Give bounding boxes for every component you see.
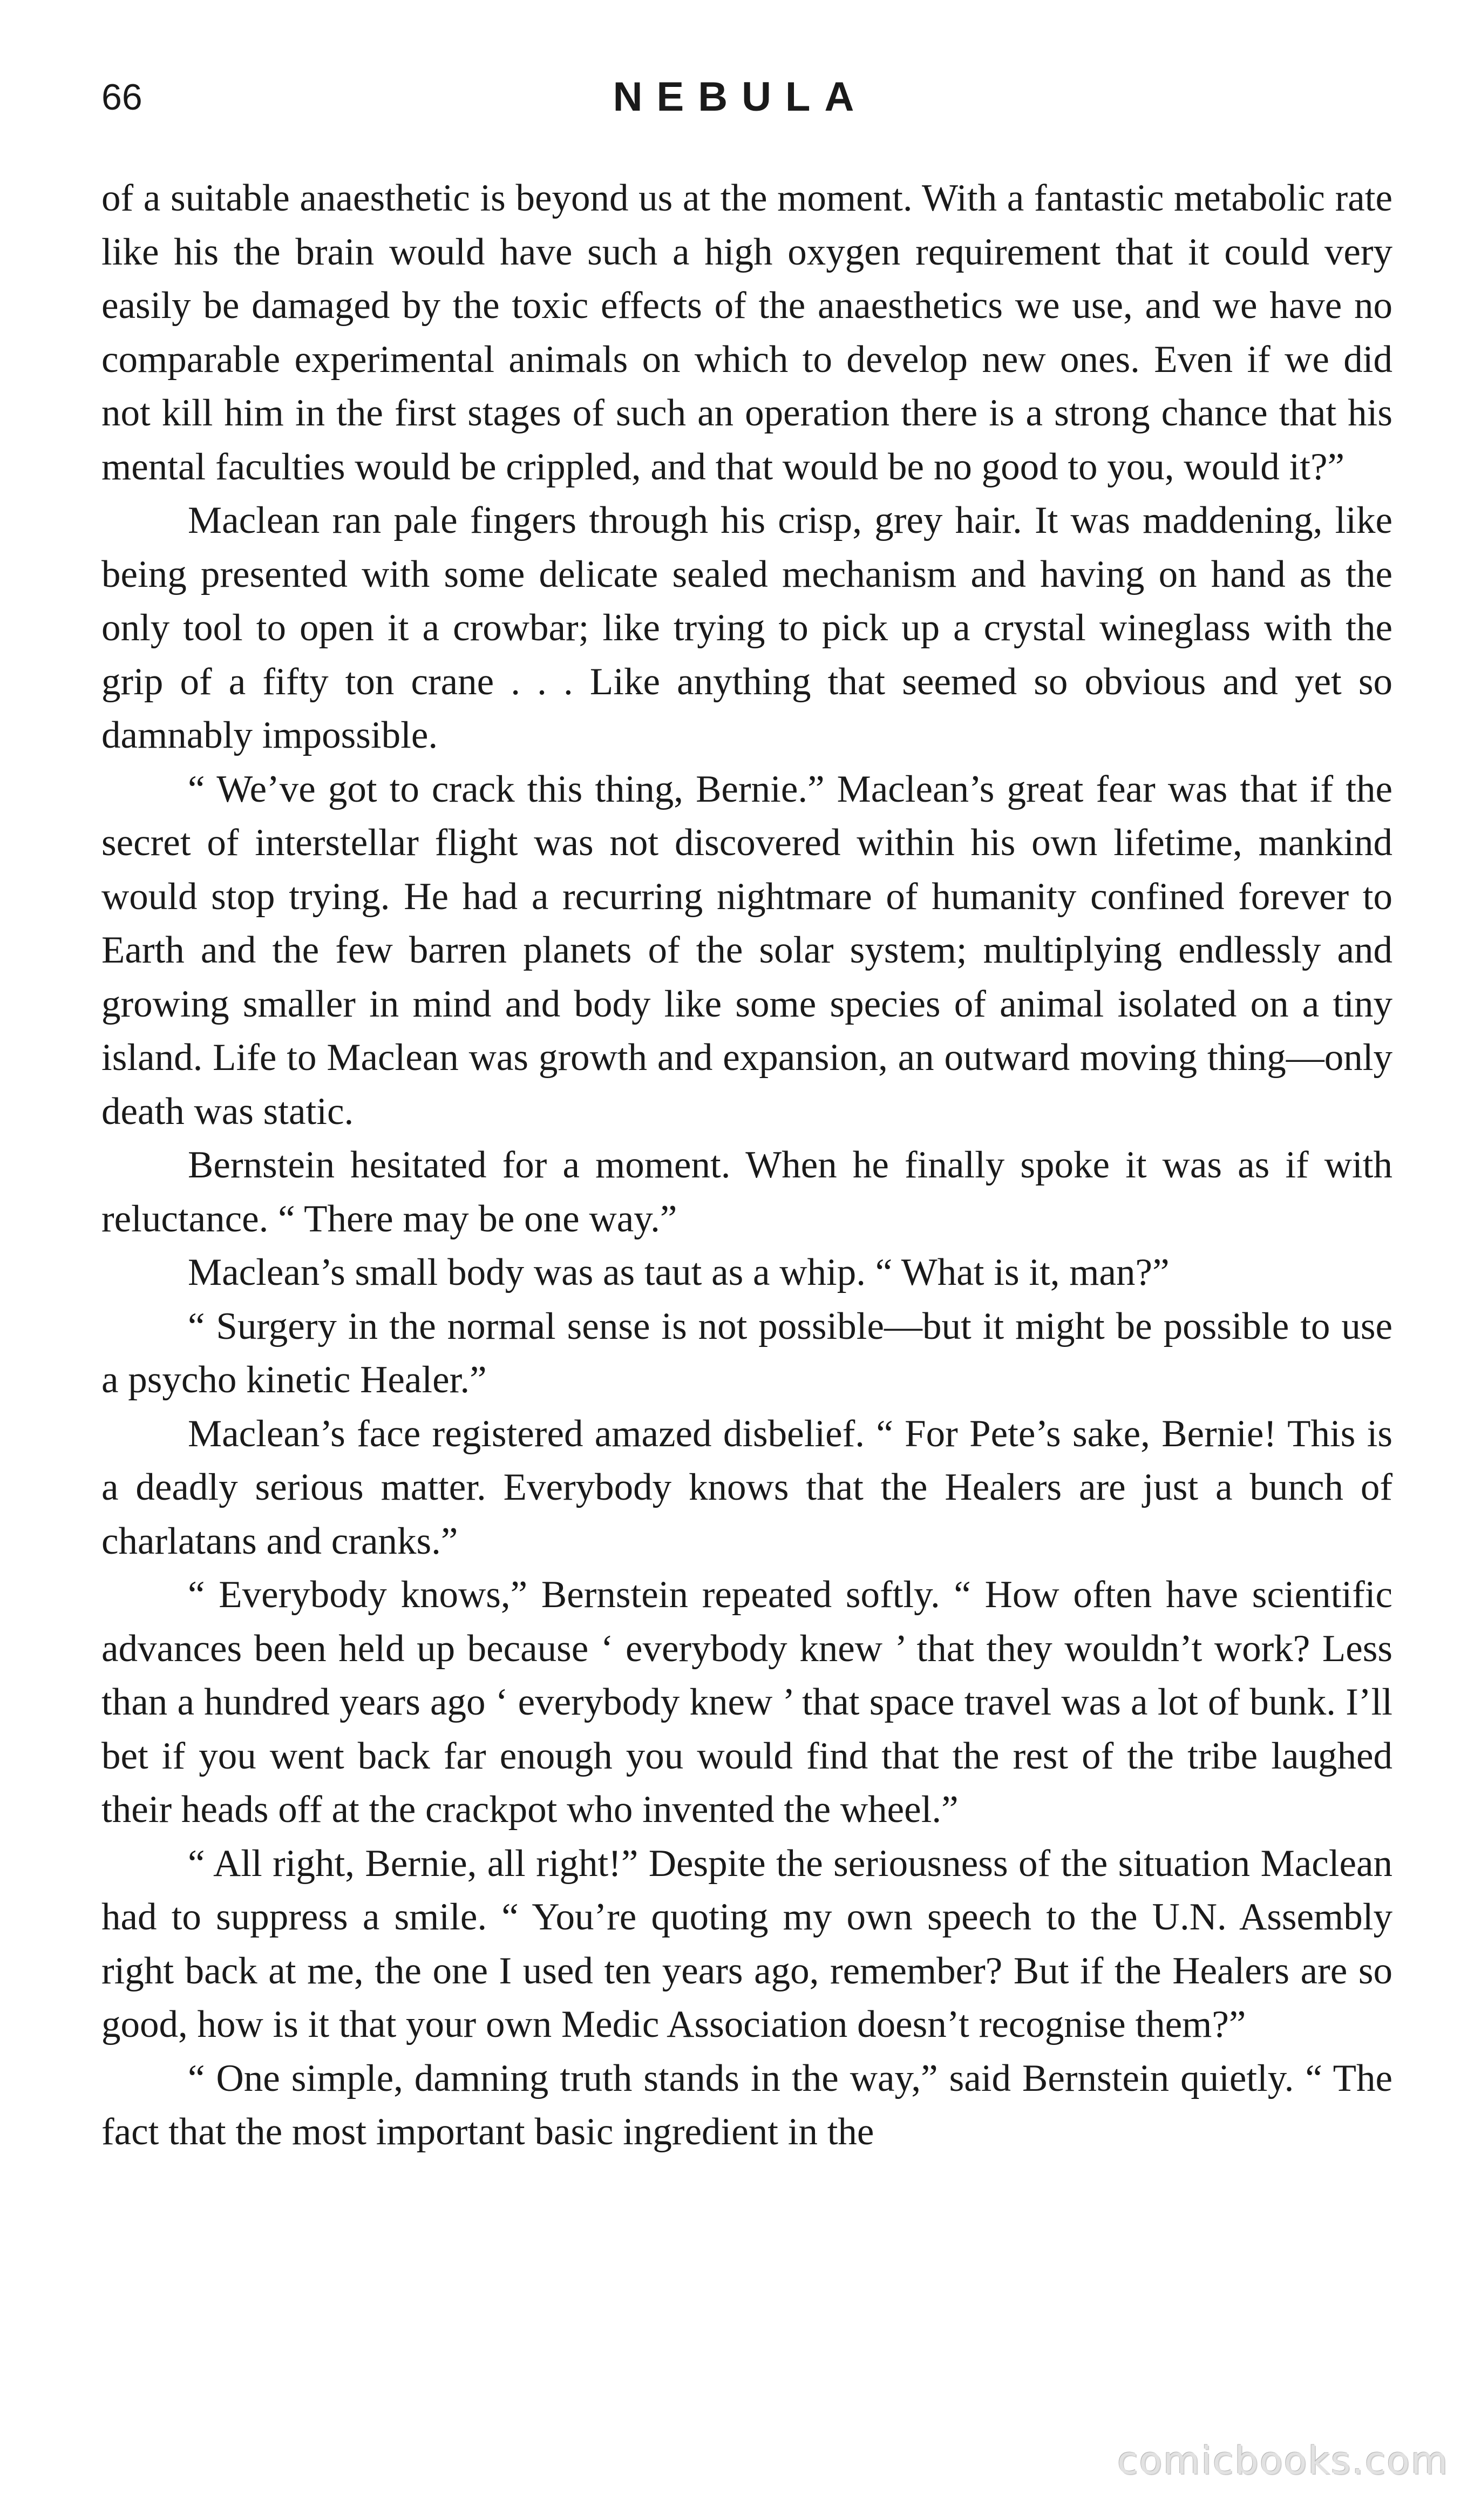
running-title: NEBULA xyxy=(613,74,868,120)
paragraph: “ One simple, damning truth stands in the way,” said Bernstein quietly. “ The fact that the most important basic ingredient in the xyxy=(101,2057,1392,2153)
paragraph: Maclean’s small body was as taut as a whip. “ What is it, man?” xyxy=(188,1251,1170,1293)
page-header xyxy=(0,70,1481,130)
paragraph: “ We’ve got to crack this thing, Bernie.” Maclean’s great fear was that if the secret of interstellar flight was not discovered within his own lifetime, mankind would stop trying. He had a recurring nightmare of humanity confined forever to Earth and the few barren planets of the solar system; multiplying endlessly and growing smaller in mind and body like some species of animal isolated on a tiny island. Life to Maclean was growth and expansion, an outward moving thing—only death was static. xyxy=(101,768,1392,1133)
paragraph: Maclean ran pale fingers through his crisp, grey hair. It was maddening, like being presented with some delicate sealed mechanism and having on hand as the only tool to open it a crowbar; like trying to pick up a crystal wineglass with the grip of a fifty ton crane . . . Like anything that seemed so obvious and yet so damnably impossible. xyxy=(101,499,1392,756)
paragraph: “ Surgery in the normal sense is not possible—but it might be possible to use a psycho kinetic Healer.” xyxy=(101,1305,1392,1401)
paragraph: “ All right, Bernie, all right!” Despite the seriousness of the situation Maclean had to suppress a smile. “ You’re quoting my own speech to the U.N. Assembly right back at me, the one I used ten years ago, remember? But if the Healers are so good, how is it that your own Medic Association doesn’t recognise them?” xyxy=(101,1842,1392,2045)
paragraph: of a suitable anaesthetic is beyond us at the moment. With a fantastic metabolic rate like his the brain would have such a high oxygen requirement that it could very easily be damaged by the toxic effects of the anaesthetics we use, and we have no comparable experimental animals on which to develop new ones. Even if we did not kill him in the first stages of such an operation there is a strong chance that his mental faculties would be crippled, and that would be no good to you, would it?” xyxy=(101,177,1392,488)
paragraph: Maclean’s face registered amazed disbelief. “ For Pete’s sake, Bernie! This is a deadly serious matter. Everybody knows that the Healers are just a bunch of charlatans and cranks.” xyxy=(101,1412,1392,1562)
page-number: 66 xyxy=(101,77,142,118)
body-text xyxy=(101,172,1392,2159)
paragraph: Bernstein hesitated for a moment. When he finally spoke it was as if with reluctance. “ There may be one way.” xyxy=(101,1144,1392,1240)
paragraph: “ Everybody knows,” Bernstein repeated softly. “ How often have scientific advances been held up because ‘ everybody knew ’ that they wouldn’t work? Less than a hundred years ago ‘ everybody knew ’ that space travel was a lot of bunk. I’ll bet if you went back far enough you would find that the rest of the tribe laughed their heads off at the crackpot who invented the wheel.” xyxy=(101,1574,1392,1831)
watermark: comicbooks.com xyxy=(1117,2438,1449,2483)
